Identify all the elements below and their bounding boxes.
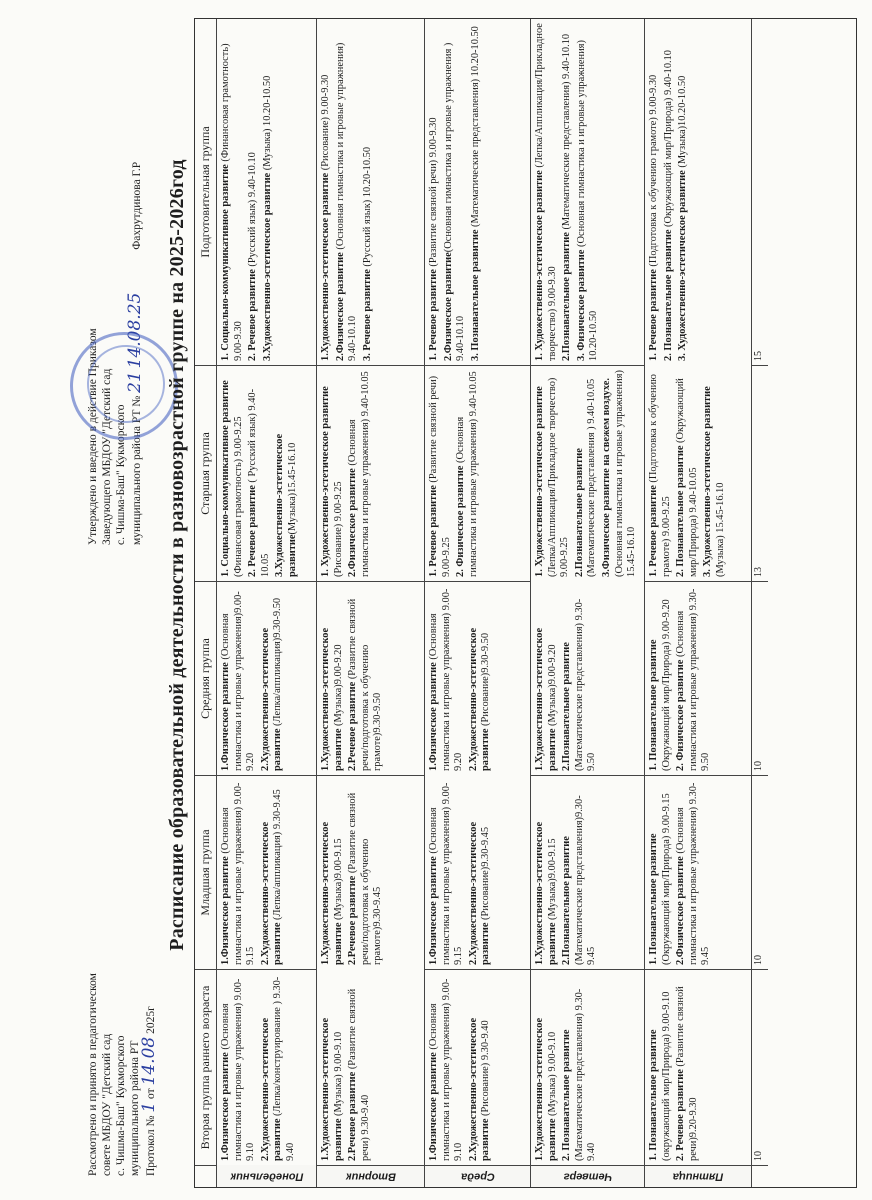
- activity-detail: (Музыка) 15.45-16.10: [714, 482, 726, 577]
- order-label: муниципального района РТ №: [131, 395, 143, 545]
- protocol-date: 14.08: [139, 1036, 159, 1086]
- activity-item: [702, 369, 727, 577]
- activity-item: [247, 370, 272, 577]
- schedule-cell: [645, 969, 752, 1165]
- activity-detail: (Окружающий мир/Природа) 9.40-10.10: [662, 49, 674, 230]
- approval-note-left: [86, 846, 158, 1176]
- activity-area: 1. Речевое развитие: [648, 485, 659, 577]
- schedule-cell: [531, 775, 645, 969]
- activity-item: [220, 780, 258, 965]
- activity-item: [534, 974, 559, 1161]
- schedule-cell: [645, 775, 752, 969]
- activity-detail: (Музыка)9.00-9.15: [332, 838, 344, 923]
- activity-detail: (Музыка)9.00-9.15: [546, 838, 558, 923]
- activity-item: [601, 370, 639, 577]
- schedule-cell: [645, 19, 752, 365]
- activity-detail: (Музыка) 10.20-10.50: [261, 75, 273, 173]
- note-line: Заведующего МБДОУ "Детский сад: [101, 368, 113, 545]
- activity-item: [534, 780, 559, 965]
- activity-item: [220, 586, 258, 771]
- activity-item: [220, 23, 245, 361]
- activity-area: 1.Физическое развитие: [220, 1052, 231, 1161]
- schedule-cell: [425, 581, 531, 775]
- schedule-cell: [317, 365, 425, 581]
- day-label: Четверг: [563, 1170, 612, 1183]
- activity-area: 1.Физическое развитие: [220, 662, 231, 771]
- note-line: Рассмотрено и принято в педагогическом: [87, 973, 99, 1176]
- activity-item: [455, 370, 480, 577]
- activity-detail: (Основная гимнастика и игровые упражнения ) 9.40-10.10: [442, 42, 467, 361]
- activity-area: 2. Познавательное развитие: [561, 1029, 573, 1161]
- activity-detail: (Окружающий мир/Природа) 9.00-9.15: [660, 793, 672, 965]
- activity-item: [428, 779, 466, 965]
- activity-item: [675, 369, 700, 577]
- activity-detail: (Основная гимнастика и игровые упражнения) 9.40-10.05: [455, 371, 479, 577]
- activity-area: 2.Речевое развитие: [347, 875, 359, 965]
- activity-detail: (Математические представления) 9.30-9.40: [573, 988, 598, 1161]
- activity-detail: (Основная гимнастика и игровые упражнения) 9.30-9.50: [675, 588, 712, 771]
- activity-item: [561, 585, 599, 771]
- activity-detail: (Развитие связной речи) 9.00-9.30: [428, 117, 439, 270]
- schedule-cell: [425, 19, 531, 365]
- activity-item: [260, 586, 285, 771]
- column-header: Подготовительная группа: [195, 19, 217, 365]
- activity-area: 1. Познавательное развитие: [648, 1029, 659, 1161]
- activity-detail: (Рисование)9.30-9.50: [480, 632, 492, 729]
- day-label: Вторник: [345, 1170, 396, 1183]
- activity-item: [262, 23, 275, 361]
- activity-item: [648, 23, 661, 361]
- activity-area: 2.Физическое развитие: [675, 856, 687, 965]
- activity-item: [347, 370, 372, 577]
- activity-item: [320, 586, 345, 771]
- activity-area: 1.Художественно-эстетическое развитие: [320, 172, 331, 361]
- activity-area: 1. Художественно-эстетическое развитие: [320, 386, 331, 577]
- schedule-cell: [217, 581, 317, 775]
- activity-item: [561, 780, 599, 965]
- activity-area: 1. Социально-коммуникативное развитие: [220, 380, 231, 577]
- column-header: Средняя группа: [195, 581, 217, 775]
- activity-detail: (Основная гимнастика и игровые упражнения) 9.30-9.45: [675, 782, 712, 965]
- activity-detail: (Подготовка к обучению грамоте) 9.00-9.30: [648, 74, 659, 270]
- schedule-cell: [531, 581, 645, 775]
- column-header: Младшая группа: [195, 775, 217, 969]
- weekly-total: 13: [752, 365, 768, 581]
- activity-area: 2. Речевое развитие: [247, 485, 259, 577]
- activity-area: 1.Художественно-эстетическое развитие: [320, 627, 344, 771]
- protocol-number: 1: [139, 1101, 159, 1113]
- schedule-table: [194, 18, 857, 1188]
- activity-item: [320, 370, 345, 577]
- activity-detail: (Музыка) 9.00-9.10: [332, 1031, 344, 1119]
- note-line: Утверждено и введено в действие Приказом: [87, 328, 99, 545]
- activity-item: [220, 974, 258, 1161]
- activity-item: [534, 23, 559, 361]
- activity-detail: (Основная гимнастика и игровые упражнения) 9.40-10.05: [347, 371, 371, 577]
- weekly-total: 15: [753, 351, 764, 361]
- schedule-cell: [217, 775, 317, 969]
- activity-item: [675, 780, 713, 965]
- schedule-cell: [217, 365, 317, 581]
- schedule-cell: [317, 19, 425, 365]
- activity-area: 1. Художественно-эстетическое развитие: [534, 170, 545, 361]
- activity-area: 1.Физическое развитие: [428, 856, 439, 965]
- schedule-cell: [317, 775, 425, 969]
- activity-area: 2.Познавательное развитие: [573, 448, 585, 577]
- schedule-cell: [531, 19, 645, 365]
- activity-area: 3.Художественно-эстетическое развитие: [274, 433, 298, 577]
- activity-item: [274, 370, 299, 577]
- activity-detail: (Финансовая грамотность) 9.00-9.25: [232, 416, 244, 577]
- activity-item: [675, 586, 713, 771]
- seal-stamp: [70, 332, 178, 440]
- activity-detail: (Музыка)9.00-9.20: [332, 644, 344, 729]
- activity-area: 3. Познавательное развитие: [469, 229, 481, 361]
- weekly-total: 10: [752, 969, 768, 1165]
- activity-area: 2.Познавательное развитие: [561, 836, 573, 965]
- activity-detail: (Подготовка к обучению грамоте) 9.00-9.25: [648, 374, 672, 577]
- day-label: Среда: [460, 1170, 495, 1183]
- activity-item: [648, 974, 673, 1161]
- day-label-cell: [645, 1165, 752, 1187]
- activity-detail: (Рисование)9.30-9.45: [480, 826, 492, 923]
- activity-detail: (Окружающий мир/Природа) 9.00-9.20: [660, 599, 672, 771]
- activity-item: [648, 780, 673, 965]
- activity-detail: (Лепка/Аппликация/Прикладное творчество) 9.00-9.25: [546, 377, 571, 577]
- activity-detail: (Рисование) 9.00-9.30: [320, 74, 331, 173]
- activity-item: [428, 586, 466, 771]
- note-line: с. Чишма-Баш" Кукморского: [115, 404, 127, 545]
- activity-detail: (Музыка) 9.00-9.10: [546, 1031, 558, 1119]
- protocol-label: Протокол №: [145, 1112, 157, 1176]
- activity-item: [468, 974, 493, 1161]
- activity-item: [648, 586, 673, 771]
- activity-detail: ( Русский язык) 9.40-10.05: [247, 388, 271, 577]
- activity-detail: (Основная гимнастика и игровые упражнения) 10.20-10.50: [575, 40, 600, 361]
- activity-area: 2.Речевое развитие: [347, 1071, 359, 1161]
- schedule-cell: [531, 365, 645, 581]
- activity-detail: (Математические представления ) 9.40-10.05: [586, 378, 598, 577]
- page-title: Расписание образовательной деятельности в разновозрастной группе на 2025-2026год: [166, 159, 188, 951]
- activity-item: [428, 23, 441, 361]
- activity-area: 1. Художественно-эстетическое развитие: [534, 386, 545, 577]
- day-label: Понедельник: [230, 1170, 303, 1183]
- order-date: 14.08.25: [125, 292, 145, 369]
- activity-item: [320, 780, 345, 965]
- activity-area: 2. Познавательное развитие: [662, 229, 674, 361]
- activity-item: [347, 586, 385, 771]
- activity-detail: (Основная гимнастика и игровые упражнения) 9.00-9.15: [428, 782, 465, 965]
- head-name: Фахрутдинова Г.Р: [131, 161, 143, 250]
- schedule-cell: [317, 581, 425, 775]
- activity-area: 3. Художественно-эстетическое развитие: [677, 170, 689, 361]
- day-label-cell: [217, 1165, 317, 1187]
- activity-area: 1. Познавательное развитие: [648, 833, 659, 965]
- day-label-cell: [317, 1165, 425, 1187]
- activity-area: 1.Физическое развитие: [428, 662, 439, 771]
- activity-item: [574, 370, 599, 577]
- activity-detail: (Основная гимнастика и игровые упражнения) 9.00-9.10: [220, 978, 257, 1161]
- activity-detail: (окружающий мир/Природа) 9.00-9.10: [660, 991, 672, 1161]
- weekly-total: 10: [752, 775, 768, 969]
- activity-area: 2.Художественно-эстетическое развитие: [467, 627, 492, 771]
- activity-item: [561, 23, 574, 361]
- activity-detail: (Рисование) 9.30-9.40: [480, 1020, 492, 1119]
- activity-item: [362, 23, 375, 361]
- activity-area: 1.Художественно-эстетическое развитие: [320, 821, 344, 965]
- schedule-cell: [217, 969, 317, 1165]
- activity-area: 2.Познавательное развитие: [561, 642, 573, 771]
- activity-item: [468, 779, 493, 965]
- activity-item: [428, 370, 453, 577]
- activity-detail: (Математические представления)9.30-9.45: [573, 795, 598, 965]
- activity-item: [347, 973, 372, 1161]
- activity-detail: (Основная гимнастика и игровые упражнения) 9.00-9.10: [428, 978, 465, 1161]
- activity-item: [347, 780, 385, 965]
- activity-detail: (Развитие связной речи/подготовка к обучению грамоте)9.30-9.45: [347, 792, 384, 965]
- activity-area: 2. Физическое развитие: [455, 465, 467, 577]
- activity-area: 1. Речевое развитие: [648, 269, 659, 361]
- activity-item: [470, 23, 483, 361]
- activity-area: 1. Познавательное развитие: [648, 639, 659, 771]
- activity-area: 1.Физическое развитие: [428, 1052, 439, 1161]
- activity-item: [220, 370, 245, 577]
- activity-detail: (Музыка)9.00-9.20: [546, 644, 558, 729]
- activity-item: [534, 585, 559, 771]
- column-header: Старшая группа: [195, 365, 217, 581]
- activity-item: [320, 973, 345, 1161]
- weekly-total: 10: [752, 581, 768, 775]
- activity-item: [561, 974, 599, 1161]
- day-label-cell: [531, 1165, 645, 1187]
- activity-area: 2. Физическое развитие: [675, 659, 687, 771]
- activity-item: [534, 370, 572, 577]
- activity-detail: (Русский язык) 9.40-10.10: [247, 152, 259, 270]
- note-line: муниципального района РТ: [129, 1040, 141, 1176]
- activity-item: [677, 23, 690, 361]
- activity-area: 2.Художественно-эстетическое развитие: [467, 821, 492, 965]
- activity-item: [443, 23, 468, 361]
- activity-item: [247, 23, 260, 361]
- protocol-year: 2025г: [145, 1006, 157, 1034]
- header-corner: [195, 1165, 217, 1187]
- activity-area: 3.Физическое развитие на свежем воздухе.: [600, 378, 612, 577]
- activity-area: 1.Художественно-эстетическое развитие: [534, 821, 558, 965]
- activity-item: [648, 369, 673, 577]
- activity-area: 3.Художественно-эстетическое развитие: [261, 172, 273, 361]
- activity-detail: (Основная гимнастика и игровые упражнения) 9.40-10.10: [334, 42, 359, 361]
- day-label-cell: [425, 1165, 531, 1187]
- activity-detail: (Основная гимнастика и игровые упражнения) 15.45-16.10: [613, 370, 638, 577]
- activity-detail: (Математические представления) 9.40-10.10: [561, 33, 573, 233]
- activity-detail: (Развитие связной речи)9.20-9.30: [675, 986, 699, 1161]
- activity-area: 3. Физическое развитие: [575, 249, 587, 361]
- activity-item: [260, 780, 285, 965]
- activity-area: 2.Художественно-эстетическое развитие: [467, 1017, 492, 1161]
- activity-area: 2.Художественно-эстетическое развитие: [259, 627, 284, 771]
- activity-detail: (Лепка/Аппликация/Прикладное творчество) 9.00-9.30: [534, 23, 558, 361]
- activity-area: 3. Речевое развитие: [361, 269, 373, 361]
- activity-area: 3. Художественно-эстетическое развитие: [702, 386, 714, 577]
- activity-area: 1.Художественно-эстетическое развитие: [534, 1017, 558, 1161]
- activity-detail: (Лепка/аппликация)9.30-9.50: [272, 597, 284, 729]
- activity-detail: (Окружающий мир/Природа) 9.40-10.05: [675, 378, 699, 577]
- activity-detail: (Рисование) 9.00-9.25: [332, 481, 344, 577]
- column-header: Вторая группа раннего возраста: [195, 969, 217, 1165]
- activity-detail: (Русский язык) 10.20-10.50: [361, 146, 373, 270]
- note-line: совете МБДОУ "Детский сад: [101, 1033, 113, 1176]
- activity-area: 2.Познавательное развитие: [561, 232, 573, 361]
- schedule-cell: [317, 969, 425, 1165]
- activity-area: 1.Художественно-эстетическое развитие: [534, 627, 558, 771]
- activity-detail: (Математические представления) 10.20-10.50: [469, 26, 481, 230]
- note-line: с. Чишма-Баш" Кукморского: [115, 1035, 127, 1176]
- day-label: Пятница: [672, 1170, 724, 1183]
- activity-detail: (Развитие связной речи) 9.00-9.25: [428, 375, 452, 577]
- activity-detail: (Лепка/конструирование ) 9.30-9.40: [272, 976, 296, 1161]
- activity-item: [428, 974, 466, 1161]
- activity-area: 1. Социально-коммуникативное развитие: [220, 164, 231, 361]
- activity-area: 2.Физическое развитие: [442, 252, 454, 361]
- activity-detail: (Основная гимнастика и игровые упражнения)9.00-9.20: [220, 591, 257, 771]
- activity-detail: (Развитие связной речи) 9.30-9.40: [347, 988, 371, 1161]
- activity-area: 1.Художественно-эстетическое развитие: [320, 1017, 344, 1161]
- activity-area: 2.Художественно-эстетическое развитие: [259, 1017, 284, 1161]
- activity-area: 2. Познавательное развитие: [675, 445, 687, 577]
- schedule-cell: [217, 19, 317, 365]
- activity-item: [663, 23, 676, 361]
- activity-detail: (Музыка)10.20-10.50: [677, 75, 689, 171]
- activity-area: 2.Речевое развитие: [347, 681, 359, 771]
- schedule-cell: [425, 775, 531, 969]
- activity-item: [468, 586, 493, 771]
- schedule-cell: [645, 581, 752, 775]
- activity-area: 2.Художественно-эстетическое развитие: [259, 821, 284, 965]
- activity-area: 2. Речевое развитие: [247, 269, 259, 361]
- schedule-cell: [531, 969, 645, 1165]
- activity-area: 1. Речевое развитие: [428, 485, 439, 577]
- order-number: 21: [125, 371, 145, 393]
- schedule-cell: [645, 365, 752, 581]
- protocol-line: [139, 846, 159, 1176]
- activity-area: 1.Физическое развитие: [220, 856, 231, 965]
- schedule-cell: [425, 365, 531, 581]
- activity-area: 2.Физическое развитие: [347, 468, 359, 577]
- activity-item: [675, 974, 700, 1161]
- activity-item: [576, 23, 601, 361]
- activity-area: 2.Физическое развитие: [334, 252, 346, 361]
- activity-detail: (Математические представления) 9.30-9.50: [573, 598, 598, 771]
- schedule-cell: [425, 969, 531, 1165]
- activity-area: 2. Речевое развитие: [675, 1069, 687, 1161]
- activity-area: 1. Речевое развитие: [428, 269, 439, 361]
- activity-item: [320, 23, 333, 361]
- protocol-from: от: [145, 1088, 157, 1099]
- activity-detail: (Музыка)15.45-16.10: [286, 442, 298, 535]
- activity-detail: (Финансовая грамотность) 9.00-9.30: [220, 43, 244, 361]
- activity-detail: (Основная гимнастика и игровые упражнения) 9.00-9.20: [428, 588, 465, 771]
- activity-detail: (Основная гимнастика и игровые упражнения) 9.00-9.15: [220, 782, 257, 965]
- activity-detail: (Лепка/аппликация) 9.30-9.45: [272, 789, 284, 923]
- activity-detail: (Развитие связной речи/подготовка к обучению грамоте)9.30-9.50: [347, 598, 384, 771]
- activity-item: [335, 23, 360, 361]
- totals-corner: [752, 1165, 768, 1187]
- activity-item: [260, 974, 298, 1161]
